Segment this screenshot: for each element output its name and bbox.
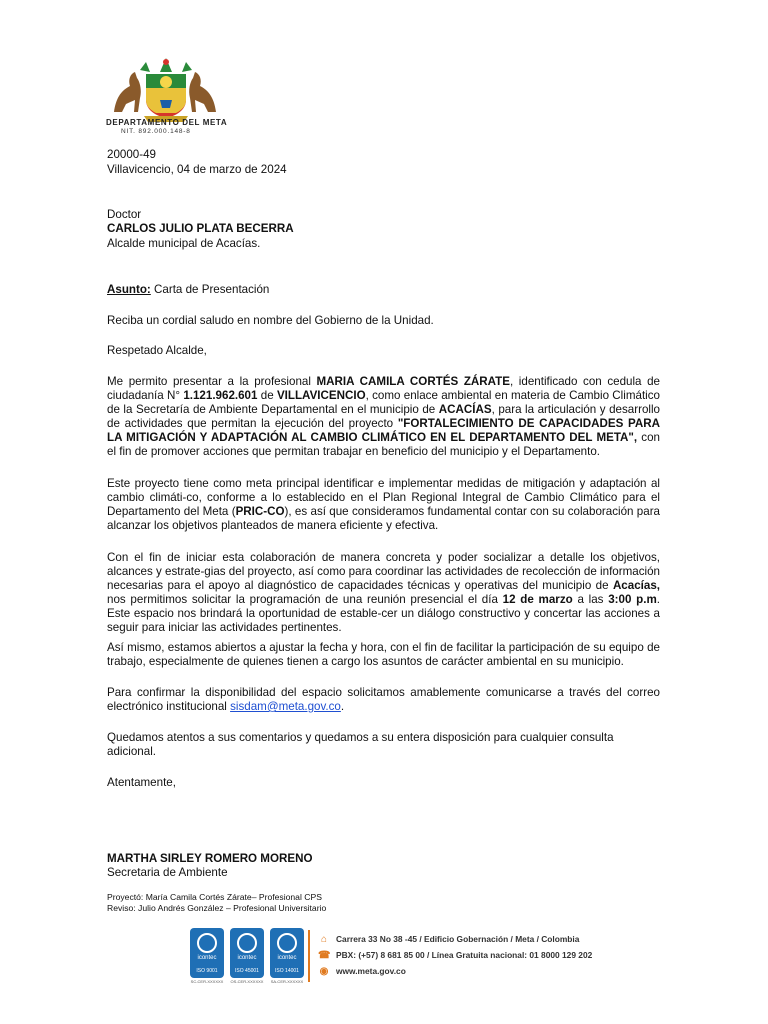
paragraph-closing-remark: Quedamos atentos a sus comentarios y quedamos a su entera disposición para cualquier consulta adicional. bbox=[107, 731, 614, 758]
paragraph-meeting-request bbox=[107, 551, 660, 635]
coat-of-arms-icon bbox=[104, 52, 229, 122]
icontec-seal-45001 bbox=[230, 928, 264, 984]
website-text: www.meta.gov.co bbox=[336, 966, 406, 976]
footer-website bbox=[318, 966, 406, 977]
seal-label: icontec bbox=[197, 955, 217, 961]
paragraph-confirmation bbox=[107, 686, 660, 714]
professional-name: MARIA CAMILA CORTÉS ZÁRATE bbox=[316, 375, 510, 388]
recipient-name: CARLOS JULIO PLATA BECERRA bbox=[107, 222, 294, 235]
paragraph-project-goal bbox=[107, 477, 660, 533]
seal-iso: ISO 14001 bbox=[275, 968, 299, 974]
p1-text-5: , para la articulación y desarrollo de actividades que permitan la ejecución del proyecto bbox=[107, 403, 661, 430]
projected-by: Proyectó: María Camila Cortés Zárate– Profesional CPS bbox=[107, 892, 322, 902]
seal-label: icontec bbox=[277, 955, 297, 961]
meeting-time: 3:00 p.m bbox=[608, 593, 657, 606]
plan-acronym: PRIC-CO bbox=[235, 505, 285, 518]
p2-text-1: Este proyecto tiene como meta principal identificar e implementar medidas de mitigación y adaptación al cambio climáti-co, conforme a lo establecido en el Plan Regional Integral de Cambio Climático para el Departamento del Meta ( bbox=[107, 477, 660, 518]
reference-number: 20000-49 bbox=[107, 148, 156, 161]
seal-label: icontec bbox=[237, 955, 257, 961]
id-number: 1.121.962.601 bbox=[183, 389, 258, 402]
p5-text-1: Para confirmar la disponibilidad del espacio solicitamos amablemente comunicarse a través del correo electrónico institucional bbox=[107, 686, 660, 713]
municipality-acacias: Acacías, bbox=[612, 579, 660, 592]
seal-code: SA-CER-XXXXXX bbox=[270, 979, 304, 984]
signer-position: Secretaria de Ambiente bbox=[107, 866, 228, 879]
municipality-name: ACACÍAS bbox=[438, 403, 492, 416]
place-date: Villavicencio, 04 de marzo de 2024 bbox=[107, 163, 287, 176]
p3-text-2: nos permitimos solicitar la programación de una reunión presencial el día bbox=[107, 593, 503, 606]
meeting-date: 12 de marzo bbox=[502, 593, 573, 606]
phone-icon: ☎ bbox=[318, 950, 331, 961]
p1-text-3: de bbox=[257, 389, 277, 402]
p5-text-2: . bbox=[340, 700, 345, 713]
subject-line bbox=[107, 283, 269, 297]
icontec-logo-icon bbox=[197, 933, 217, 953]
salutation: Respetado Alcalde, bbox=[107, 344, 207, 357]
p1-text-2: , identificado con cedula de ciudadanía N° bbox=[107, 375, 660, 402]
subject-text: Carta de Presentación bbox=[150, 283, 270, 296]
icontec-seal-14001 bbox=[270, 928, 304, 984]
footer-phone bbox=[318, 950, 592, 961]
p3-text-4: . Este espacio nos brindará la oportunidad de estable-cer un diálogo constructivo y concertar las acciones a seguir para iniciar las actividades pertinentes. bbox=[107, 593, 660, 634]
signer-name: MARTHA SIRLEY ROMERO MORENO bbox=[107, 852, 313, 865]
seal-code: SC-CER-XXXXXX bbox=[190, 979, 224, 984]
footer-address bbox=[318, 934, 579, 945]
icontec-logo-icon bbox=[277, 933, 297, 953]
p2-text-2: ), es así que consideramos fundamental contar con su colaboración para alcanzar los objetivos planteados de manera eficiente y efectiva. bbox=[107, 505, 660, 532]
phone-text: PBX: (+57) 8 681 85 00 / Línea Gratuita nacional: 01 8000 129 202 bbox=[336, 950, 593, 960]
recipient-position: Alcalde municipal de Acacías. bbox=[107, 237, 261, 250]
home-icon: ⌂ bbox=[320, 934, 328, 945]
subject-label: Asunto: bbox=[107, 283, 151, 296]
department-name: DEPARTAMENTO DEL META bbox=[106, 118, 228, 127]
paragraph-introduction bbox=[107, 375, 660, 459]
id-city: VILLAVICENCIO bbox=[276, 389, 366, 402]
icontec-seal-9001 bbox=[190, 928, 224, 984]
department-nit: NIT. 892.000.148-8 bbox=[121, 128, 191, 135]
greeting: Reciba un cordial saludo en nombre del Gobierno de la Unidad. bbox=[107, 314, 434, 327]
p1-text-4: , como enlace ambiental en materia de Cambio Climático de la Secretaría de Ambiente Departamental en el municipio de bbox=[107, 389, 660, 416]
footer-divider bbox=[308, 930, 310, 982]
email-link[interactable]: sisdam@meta.gov.co bbox=[230, 700, 341, 713]
reviewed-by: Reviso: Julio Andrés González – Profesional Universitario bbox=[107, 903, 327, 913]
recipient-title: Doctor bbox=[107, 208, 142, 221]
closing: Atentamente, bbox=[107, 776, 176, 789]
p3-text-3: a las bbox=[572, 593, 609, 606]
p3-text-1: Con el fin de iniciar esta colaboración de manera concreta y poder socializar a detalle los objetivos, alcances y estrate-gias del proyecto, así como para coordinar las actividades de recolección de información necesarias para el apoyo al diagnóstico de capacidades técnicas y operativas del municipio de bbox=[107, 551, 660, 592]
seal-code: OS-CER-XXXXXX bbox=[230, 979, 264, 984]
paragraph-flexibility: Así mismo, estamos abiertos a ajustar la fecha y hora, con el fin de facilitar la participación de su equipo de trabajo, especialmente de quienes tienen a cargo los asuntos de carácter ambiental en su municipio. bbox=[107, 641, 660, 668]
icontec-logo-icon bbox=[237, 933, 257, 953]
seal-iso: ISO 9001 bbox=[196, 968, 218, 974]
project-name: "FORTALECIMIENTO DE CAPACIDADES PARA LA MITIGACIÓN Y ADAPTACIÓN AL CAMBIO CLIMÁTICO EN EL DEPARTAMENTO DEL META", bbox=[107, 417, 660, 444]
p1-text-6: con el fin de promover acciones que permitan trabajar en beneficio del municipio y el Departamento. bbox=[107, 431, 660, 458]
p1-text-1: Me permito presentar a la profesional bbox=[107, 375, 317, 388]
seal-iso: ISO 45001 bbox=[235, 968, 259, 974]
globe-icon: ◉ bbox=[319, 966, 329, 977]
address-text: Carrera 33 No 38 -45 / Edificio Gobernación / Meta / Colombia bbox=[336, 934, 580, 944]
